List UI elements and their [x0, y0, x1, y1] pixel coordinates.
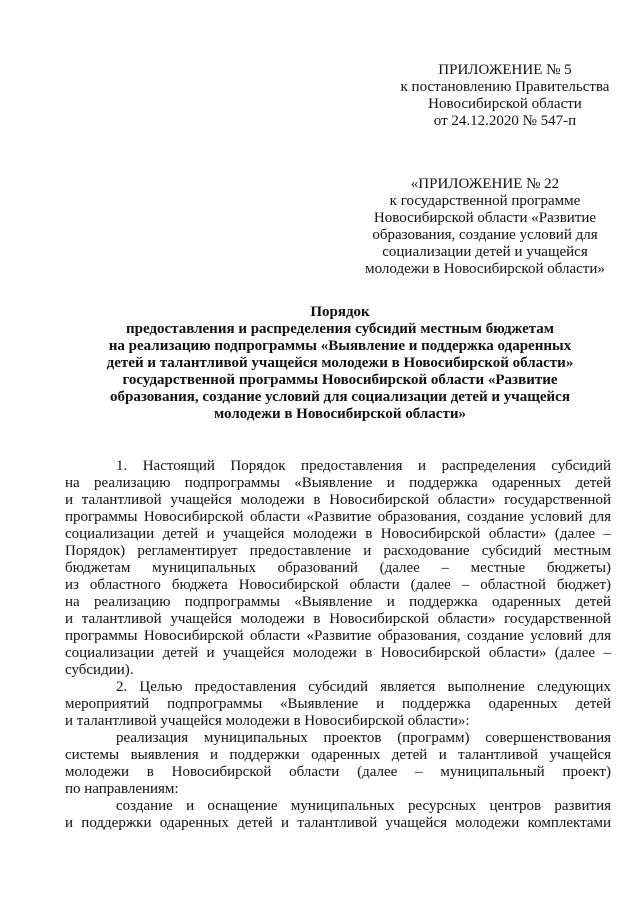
body-line: мероприятий подпрограммы «Выявление и поддержка одаренных детей	[65, 696, 611, 712]
body-line: на реализацию подпрограммы «Выявление и поддержка одаренных детей	[65, 475, 611, 491]
body-line: по направлениям:	[65, 781, 179, 797]
body-line: субсидии).	[65, 662, 134, 678]
appendix-22-line: молодежи в Новосибирской области»	[365, 261, 605, 277]
body-line: из областного бюджета Новосибирской области (далее – областной бюджет)	[65, 577, 611, 593]
body-line: и талантливой учащейся молодежи в Новосибирской области» государственной	[65, 611, 611, 627]
body-line: 2. Целью предоставления субсидий является выполнение следующих	[116, 679, 611, 695]
appendix-22-header	[350, 176, 620, 278]
appendix-5-line: от 24.12.2020 № 547-п	[433, 113, 577, 129]
body-line: программы Новосибирской области «Развитие образования, создание условий для	[65, 509, 611, 525]
body-line: Порядок) регламентирует предоставление и расходование субсидий местным	[65, 543, 611, 559]
title-line: государственной программы Новосибирской области «Развитие	[122, 372, 558, 388]
body-line: молодежи в Новосибирской области (далее – муниципальный проект)	[65, 764, 611, 780]
appendix-5-line: Новосибирской области	[428, 96, 582, 112]
body-line: 1. Настоящий Порядок предоставления и распределения субсидий	[116, 458, 611, 474]
body-line: и талантливой учащейся молодежи в Новосибирской области» государственной	[65, 492, 611, 508]
body-line: на реализацию подпрограммы «Выявление и поддержка одаренных детей	[65, 594, 611, 610]
appendix-22-line: социализации детей и учащейся	[382, 244, 588, 260]
body-line: системы выявления и поддержки одаренных детей и талантливой учащейся	[65, 747, 611, 763]
title-line: на реализацию подпрограммы «Выявление и поддержка одаренных	[108, 338, 572, 354]
body-line: и поддержки одаренных детей и талантливой учащейся молодежи комплектами	[65, 815, 611, 831]
body-line: социализации детей и учащейся молодежи в Новосибирской области» (далее –	[65, 645, 611, 661]
document-title	[60, 304, 620, 423]
title-line: предоставления и распределения субсидий местным бюджетам	[125, 321, 555, 337]
body-line: программы Новосибирской области «Развитие образования, создание условий для	[65, 628, 611, 644]
appendix-5-line: ПРИЛОЖЕНИЕ № 5	[438, 62, 572, 78]
body-line: создание и оснащение муниципальных ресурсных центров развития	[116, 798, 611, 814]
title-line: образования, создание условий для социализации детей и учащейся	[110, 389, 570, 405]
body-line: и талантливой учащейся молодежи в Новосибирской области»:	[65, 713, 470, 729]
appendix-22-line: «ПРИЛОЖЕНИЕ № 22	[410, 176, 560, 192]
appendix-5-header	[380, 62, 630, 130]
document-body	[65, 458, 611, 832]
appendix-22-line: образования, создание условий для	[372, 227, 598, 243]
body-line: реализация муниципальных проектов (программ) совершенствования	[116, 730, 611, 746]
appendix-22-line: Новосибирской области «Развитие	[373, 210, 597, 226]
title-line: Порядок	[310, 304, 370, 320]
title-line: молодежи в Новосибирской области»	[214, 406, 466, 422]
appendix-22-line: к государственной программе	[389, 193, 581, 209]
body-line: социализации детей и учащейся молодежи в Новосибирской области» (далее –	[65, 526, 611, 542]
title-line: детей и талантливой учащейся молодежи в Новосибирской области»	[106, 355, 574, 371]
body-line: бюджетам муниципальных образований (далее – местные бюджеты)	[65, 560, 611, 576]
appendix-5-line: к постановлению Правительства	[400, 79, 610, 95]
